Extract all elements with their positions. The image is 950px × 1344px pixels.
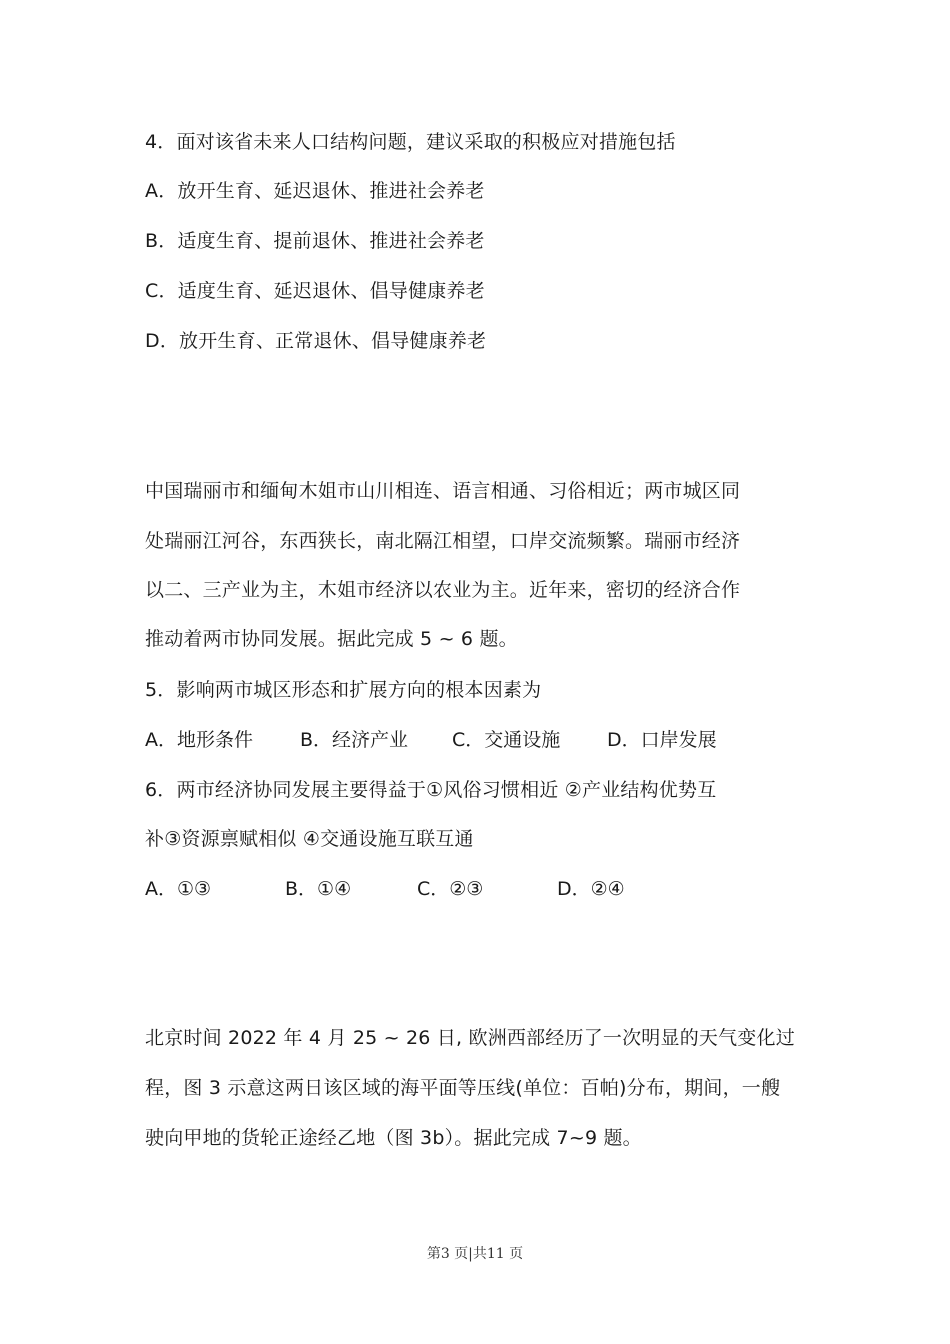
question-6-option-a: A．①③	[145, 878, 212, 900]
passage-2-line-1: 中国瑞丽市和缅甸木姐市山川相连、语言相通、习俗相近；两市城区同	[145, 480, 741, 502]
passage-2-line-2: 处瑞丽江河谷，东西狭长，南北隔江相望，口岸交流频繁。瑞丽市经济	[145, 530, 741, 552]
question-5-stem: 5．影响两市城区形态和扩展方向的根本因素为	[145, 679, 542, 701]
passage-3-line-2: 程，图 3 示意这两日该区域的海平面等压线(单位：百帕)分布，期间，一艘	[145, 1077, 781, 1099]
question-5-option-b: B．经济产业	[300, 729, 409, 751]
question-6-stem-line-2: 补③资源禀赋相似 ④交通设施互联互通	[145, 828, 474, 850]
question-4-option-d: D．放开生育、正常退休、倡导健康养老	[145, 330, 487, 352]
page-indicator: 第3 页|共11 页	[426, 1246, 524, 1262]
question-4-option-b: B．适度生育、提前退休、推进社会养老	[145, 230, 485, 252]
passage-2-line-3: 以二、三产业为主，木姐市经济以农业为主。近年来，密切的经济合作	[145, 579, 741, 601]
question-6-stem-line-1: 6．两市经济协同发展主要得益于①风俗习惯相近 ②产业结构优势互	[145, 779, 717, 801]
question-4-option-c: C．适度生育、延迟退休、倡导健康养老	[145, 280, 485, 302]
question-4-stem: 4．面对该省未来人口结构问题，建议采取的积极应对措施包括	[145, 131, 676, 153]
question-5-option-a: A．地形条件	[145, 729, 253, 751]
passage-3-line-3: 驶向甲地的货轮正途经乙地（图 3b）。据此完成 7~9 题。	[145, 1127, 642, 1149]
question-5-option-c: C．交通设施	[452, 729, 561, 751]
question-6-option-b: B．①④	[285, 878, 352, 900]
question-6-option-c: C．②③	[417, 878, 484, 900]
question-5-option-d: D．口岸发展	[607, 729, 717, 751]
question-4-option-a: A．放开生育、延迟退休、推进社会养老	[145, 180, 485, 202]
passage-3-line-1: 北京时间 2022 年 4 月 25 ~ 26 日, 欧洲西部经历了一次明显的天气变化过	[145, 1027, 795, 1049]
passage-2-line-4: 推动着两市协同发展。据此完成 5 ~ 6 题。	[145, 628, 518, 650]
question-6-option-d: D．②④	[557, 878, 625, 900]
